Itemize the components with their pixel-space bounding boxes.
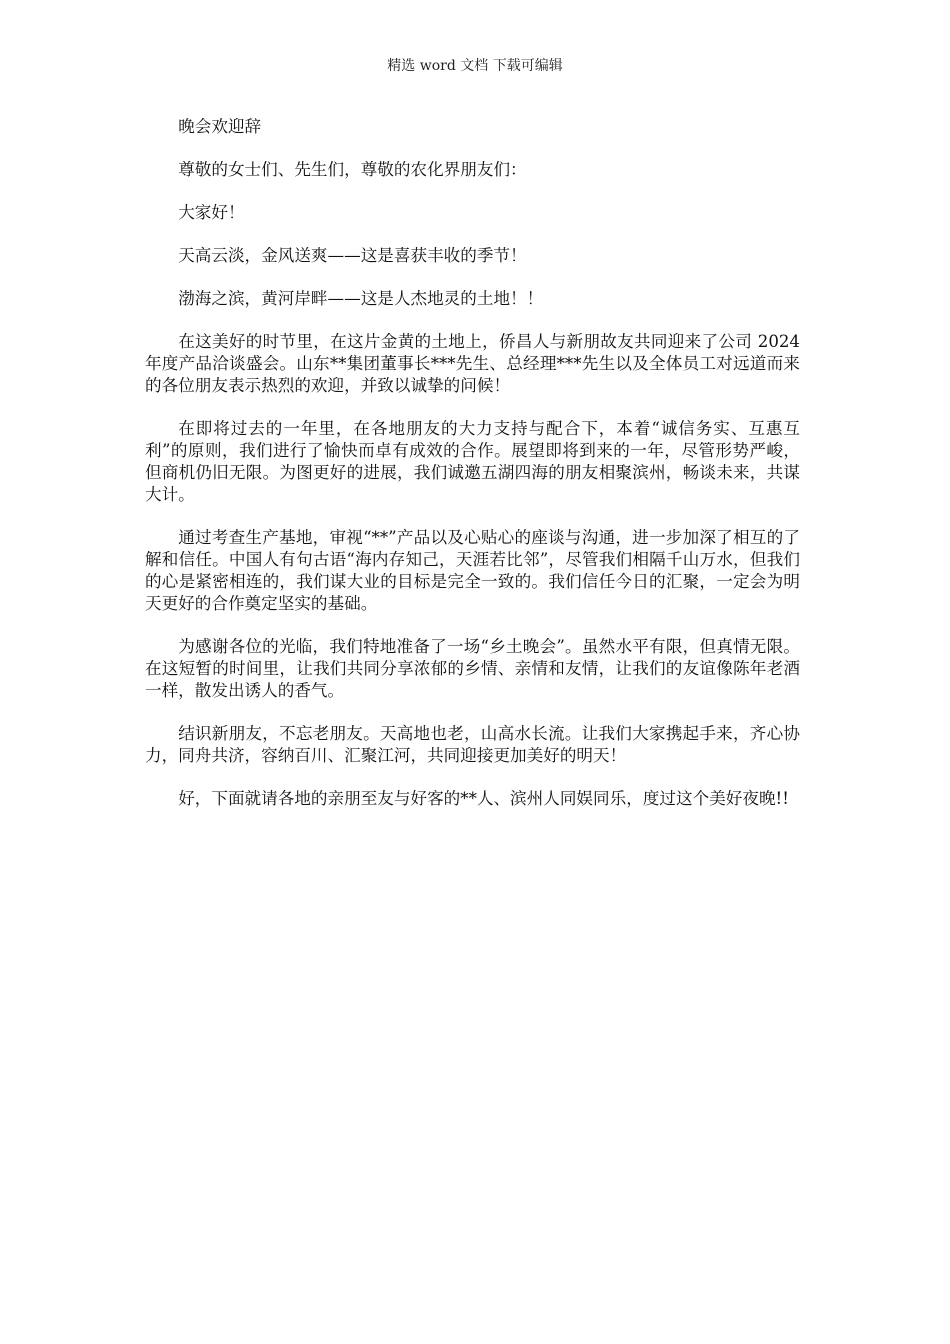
salutation-paragraph: 尊敬的女士们、先生们，尊敬的农化界朋友们： bbox=[178, 160, 527, 179]
cooperation-paragraph: 在即将过去的一年里，在各地朋友的大力支持与配合下，本着“诚信务实、互惠互利”的原则，我们进行了愉快而卓有成效的合作。展望即将到来的一年，尽管形势严峻，但商机仍旧无限。为图更好的进展，我们诚邀五湖四海的朋友相聚滨州，畅谈未来，共谋大计。 bbox=[145, 419, 800, 504]
place-line: 渤海之滨，黄河岸畔——这是人杰地灵的土地！！ bbox=[178, 289, 544, 308]
trust-paragraph: 通过考查生产基地，审视“**”产品以及心贴心的座谈与沟通，进一步加深了相互的了解和信任。中国人有句古语“海内存知己，天涯若比邻”，尽管我们相隔千山万水，但我们的心是紧密相连的，我们谋大业的目标是完全一致的。我们信任今日的汇聚，一定会为明天更好的合作奠定坚实的基础。 bbox=[145, 528, 800, 613]
document-body bbox=[145, 116, 800, 831]
page-header: 精选 word 文档 下载可编辑 bbox=[387, 58, 563, 74]
document-title: 晚会欢迎辞 bbox=[178, 117, 262, 136]
welcome-paragraph: 在这美好的时节里，在这片金黄的土地上，侨昌人与新朋故友共同迎来了公司 2024 年度产品洽谈盛会。山东**集团董事长***先生、总经理***先生以及全体员工对远道而来的各位朋友表示热烈的欢迎，并致以诚挚的问候！ bbox=[145, 332, 800, 395]
closing-paragraph: 好，下面就请各地的亲朋至友与好客的**人、滨州人同娱同乐，度过这个美好夜晚!! bbox=[178, 789, 789, 808]
greeting-paragraph: 大家好！ bbox=[178, 203, 245, 222]
friendship-paragraph: 结识新朋友，不忘老朋友。天高地也老，山高水长流。让我们大家携起手来，齐心协力，同舟共济，容纳百川、汇聚江河，共同迎接更加美好的明天！ bbox=[145, 724, 800, 765]
season-line: 天高云淡，金风送爽——这是喜获丰收的季节！ bbox=[178, 246, 527, 265]
gala-paragraph: 为感谢各位的光临，我们特地准备了一场“乡土晚会”。虽然水平有限，但真情无限。在这短暂的时间里，让我们共同分享浓郁的乡情、亲情和友情，让我们的友谊像陈年老酒一样，散发出诱人的香气。 bbox=[145, 637, 800, 700]
